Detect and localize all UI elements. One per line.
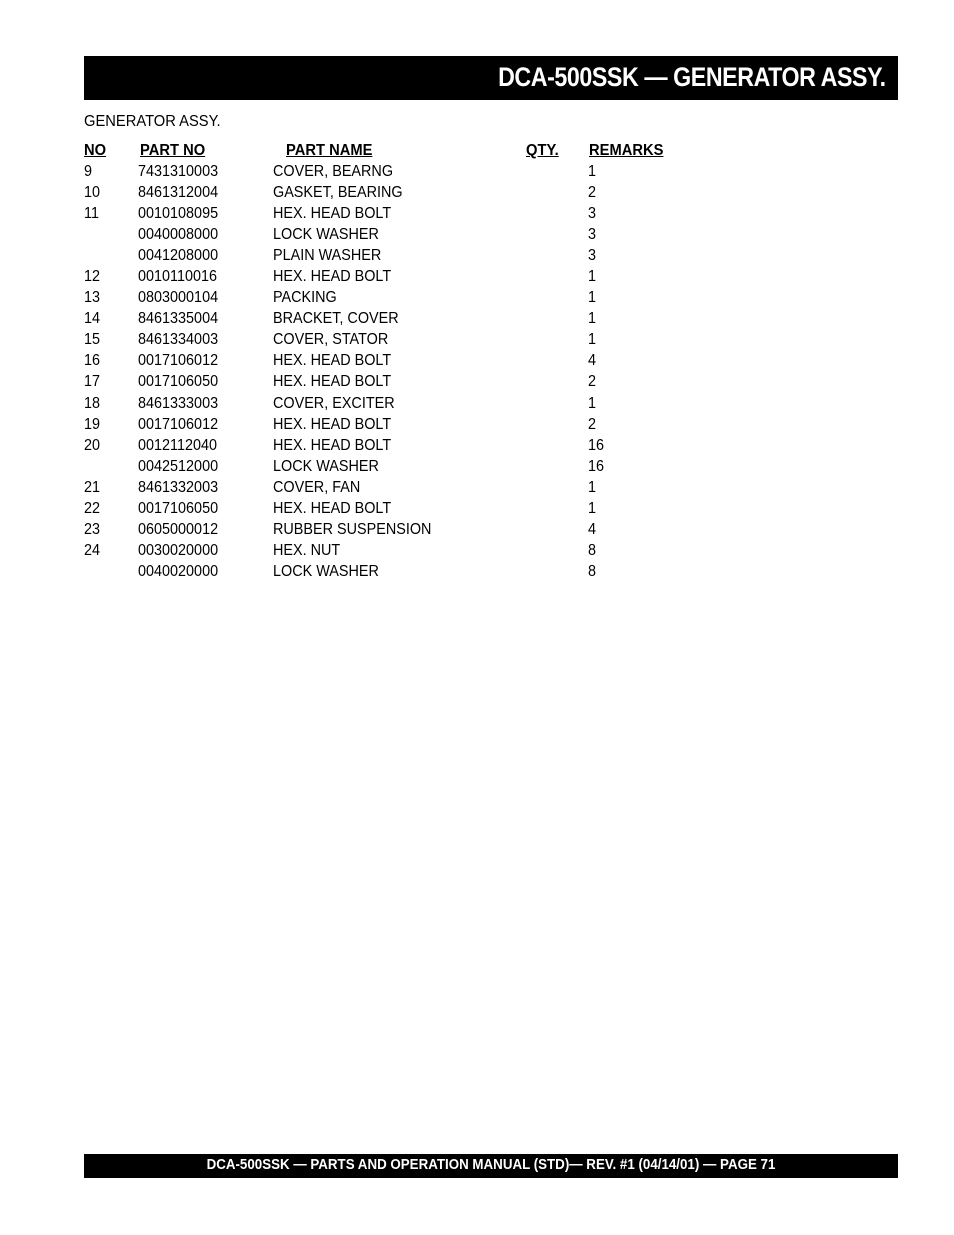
cell-qty: 3 (588, 205, 597, 223)
cell-part-no: 0030020000 (138, 541, 219, 559)
cell-part-no: 0605000012 (138, 520, 219, 538)
cell-part-name: PLAIN WASHER (273, 247, 382, 265)
cell-qty: 1 (588, 289, 597, 307)
table-row (0, 520, 954, 541)
cell-qty: 8 (588, 562, 597, 580)
cell-no: 12 (84, 268, 101, 286)
cell-no: 24 (84, 541, 101, 559)
cell-qty: 2 (588, 373, 597, 391)
cell-qty: 1 (588, 394, 597, 412)
cell-part-no: 0010108095 (138, 205, 219, 223)
cell-qty: 1 (588, 310, 597, 328)
cell-part-no: 0040008000 (138, 226, 219, 244)
cell-part-no: 8461312004 (138, 184, 219, 202)
table-row (0, 499, 954, 520)
column-header-no: NO (84, 142, 107, 159)
cell-part-name: HEX. HEAD BOLT (273, 373, 392, 391)
table-row (0, 436, 954, 457)
cell-part-no: 0010110016 (138, 268, 218, 286)
cell-part-name: HEX. HEAD BOLT (273, 268, 392, 286)
cell-qty: 4 (588, 520, 597, 538)
table-row (0, 288, 954, 309)
cell-part-name: LOCK WASHER (273, 226, 379, 244)
cell-qty: 1 (588, 499, 597, 517)
table-row (0, 562, 954, 583)
table-row (0, 351, 954, 372)
cell-no: 16 (84, 352, 101, 370)
cell-qty: 1 (588, 478, 597, 496)
table-row (0, 225, 954, 246)
cell-qty: 2 (588, 415, 597, 433)
cell-part-name: HEX. HEAD BOLT (273, 499, 392, 517)
cell-part-name: GASKET, BEARING (273, 184, 403, 202)
table-row (0, 478, 954, 499)
cell-part-no: 0017106050 (138, 499, 219, 517)
cell-part-name: COVER, EXCITER (273, 394, 395, 412)
page-title: DCA-500SSK — GENERATOR ASSY. (498, 62, 886, 92)
table-row (0, 183, 954, 204)
cell-qty: 3 (588, 247, 597, 265)
cell-part-no: 0042512000 (138, 457, 219, 475)
cell-part-name: COVER, BEARNG (273, 163, 394, 180)
cell-part-name: HEX. HEAD BOLT (273, 205, 392, 223)
cell-part-no: 0041208000 (138, 247, 219, 265)
cell-part-name: HEX. HEAD BOLT (273, 436, 392, 454)
cell-part-no: 8461333003 (138, 394, 219, 412)
cell-part-no: 0803000104 (138, 289, 219, 307)
table-row (0, 204, 954, 225)
cell-part-no: 0017106012 (138, 415, 219, 433)
cell-part-name: COVER, FAN (273, 478, 361, 496)
cell-qty: 16 (588, 457, 605, 475)
cell-qty: 1 (588, 331, 597, 349)
table-row (0, 162, 954, 183)
cell-part-name: HEX. HEAD BOLT (273, 352, 392, 370)
cell-qty: 1 (588, 163, 597, 180)
cell-qty: 2 (588, 184, 597, 202)
cell-qty: 3 (588, 226, 597, 244)
cell-part-no: 8461332003 (138, 478, 219, 496)
cell-qty: 4 (588, 352, 597, 370)
cell-part-no: 0012112040 (138, 436, 218, 454)
cell-no: 10 (84, 184, 101, 202)
table-row (0, 541, 954, 562)
column-header-qty: QTY. (526, 142, 559, 159)
table-row (0, 330, 954, 351)
cell-part-name: RUBBER SUSPENSION (273, 520, 432, 538)
parts-table (0, 162, 954, 583)
cell-part-name: HEX. HEAD BOLT (273, 415, 392, 433)
cell-no: 22 (84, 499, 101, 517)
table-row (0, 415, 954, 436)
table-row (0, 372, 954, 393)
cell-part-no: 0017106012 (138, 352, 219, 370)
table-row (0, 309, 954, 330)
cell-qty: 1 (588, 268, 597, 286)
cell-no: 11 (84, 205, 99, 223)
cell-part-no: 0017106050 (138, 373, 219, 391)
cell-part-no: 7431310003 (138, 163, 219, 180)
cell-no: 17 (84, 373, 101, 391)
table-row (0, 246, 954, 267)
page-title-bar (84, 56, 898, 100)
column-header-remarks: REMARKS (589, 142, 664, 159)
cell-part-name: LOCK WASHER (273, 562, 379, 580)
cell-part-name: LOCK WASHER (273, 457, 379, 475)
cell-no: 19 (84, 415, 101, 433)
cell-no: 23 (84, 520, 101, 538)
cell-no: 14 (84, 310, 101, 328)
cell-no: 15 (84, 331, 101, 349)
table-row (0, 267, 954, 288)
section-label: GENERATOR ASSY. (84, 113, 221, 130)
cell-part-name: BRACKET, COVER (273, 310, 399, 328)
footer-bar (84, 1154, 898, 1178)
cell-part-name: HEX. NUT (273, 541, 341, 559)
cell-part-name: PACKING (273, 289, 337, 307)
cell-no: 20 (84, 436, 101, 454)
cell-no: 9 (84, 163, 93, 180)
column-header-part-no: PART NO (140, 142, 206, 159)
cell-part-no: 8461335004 (138, 310, 219, 328)
footer-text: DCA-500SSK — PARTS AND OPERATION MANUAL (STD)— REV. #1 (04/14/01) — PAGE 71 (206, 1157, 776, 1173)
cell-part-no: 0040020000 (138, 562, 219, 580)
cell-no: 18 (84, 394, 101, 412)
cell-qty: 8 (588, 541, 597, 559)
table-row (0, 457, 954, 478)
cell-part-name: COVER, STATOR (273, 331, 389, 349)
cell-no: 21 (84, 478, 101, 496)
table-row (0, 394, 954, 415)
cell-part-no: 8461334003 (138, 331, 219, 349)
cell-qty: 16 (588, 436, 605, 454)
column-header-part-name: PART NAME (286, 142, 373, 159)
cell-no: 13 (84, 289, 101, 307)
